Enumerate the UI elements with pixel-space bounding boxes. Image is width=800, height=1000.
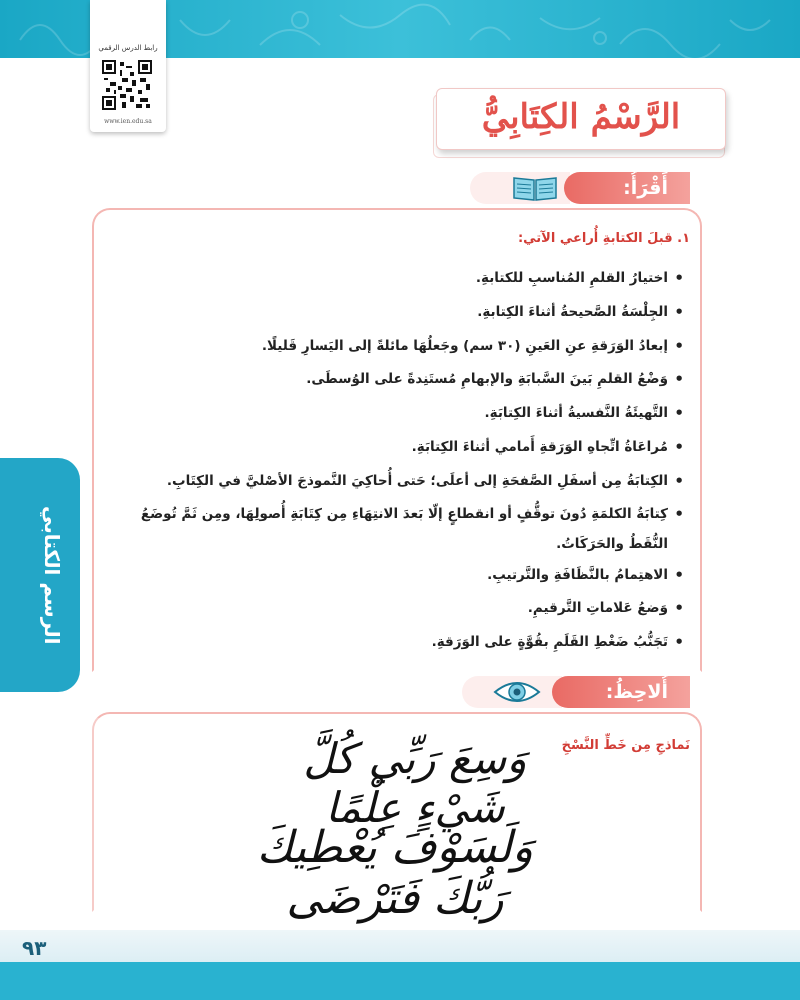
calligraphy-line-1: وَسِعَ رَبِّي كُلَّ شَيْءٍ عِلْمًا (303, 734, 527, 832)
bottom-strip (0, 930, 800, 962)
lesson-title-card (436, 88, 726, 150)
eye-icon (492, 678, 542, 706)
side-tab-label: الرسم الكتابي (40, 505, 64, 645)
list-item: • التَّهيئَةُ النَّفسيةُ أثناءَ الكِتابَةِ. (104, 397, 684, 431)
qr-card[interactable] (90, 0, 166, 132)
list-item: • الجِلْسَةُ الصَّحيحةُ أثناءَ الكِتابةِ. (104, 296, 684, 330)
list-item: • إبعادُ الوَرَقةِ عنِ العَينِ (٣٠ سم) وجَعلُهَا مائلةً إلى اليَسارِ قَليلًا. (104, 330, 684, 364)
list-item: • كِتابَةُ الكلمَةِ دُونَ توقُّفٍ أو انقطاعٍ إلّا بَعدَ الانتِهَاءِ مِن كِتَابَةِ أُصولِهَا، ومِن ثَمَّ تُوضَعُ النُّقَطُ والحَرَكَاتُ. (104, 499, 684, 559)
qr-url[interactable]: www.ien.edu.sa (104, 118, 152, 125)
list-item: • مُراعَاةُ اتِّجاهِ الوَرَقةِ أَمامي أثناءَ الكِتابَةِ. (104, 431, 684, 465)
bottom-band (0, 962, 800, 1000)
list-item: • الاهتِمامُ بالنَّظَافَةِ والتَّرتيبِ. (104, 559, 684, 593)
writing-rules-list (104, 262, 684, 660)
open-book-icon (512, 174, 558, 202)
read-intro: ١. قبلَ الكتابةِ أُراعي الآتي: (517, 231, 690, 246)
list-item: • وَضْعُ القلمِ بَينَ السَّبابَةِ والإبهامِ مُستَنِدةً على الوُسطَى. (104, 363, 684, 397)
list-item: • وَضعُ عَلاماتِ التَّرقيمِ. (104, 592, 684, 626)
note-section-header: أُلاحِظُ: (552, 676, 690, 708)
calligraphy-line-2: وَلَسَوْفَ يُعْطِيكَ رَبُّكَ فَتَرْضَى (256, 822, 534, 924)
read-section-header: أَقْرَأُ: (564, 172, 690, 204)
list-item: • اختيارُ القلمِ المُناسبِ للكتابةِ. (104, 262, 684, 296)
lesson-title: الرَّسْمُ الكِتَابِيُّ (481, 97, 681, 137)
naskh-models-label: نَماذجِ مِن خَطِّ النَّسْخِ (561, 738, 690, 753)
list-item: • الكِتابَةُ مِن أسفَلِ الصَّفحَةِ إلى أعلَى؛ حَتى أُحاكِيَ النَّموذجَ الأصْليَّ في الكِتَابِ. (104, 465, 684, 499)
page-number: ٩٣ (22, 936, 47, 960)
qr-code-icon[interactable] (102, 60, 152, 110)
qr-title: رابط الدرس الرقمي (98, 44, 158, 52)
list-item: • تَجَنُّبُ ضَغْطِ القَلَمِ بقُوَّةٍ على الوَرَقةِ. (104, 626, 684, 660)
